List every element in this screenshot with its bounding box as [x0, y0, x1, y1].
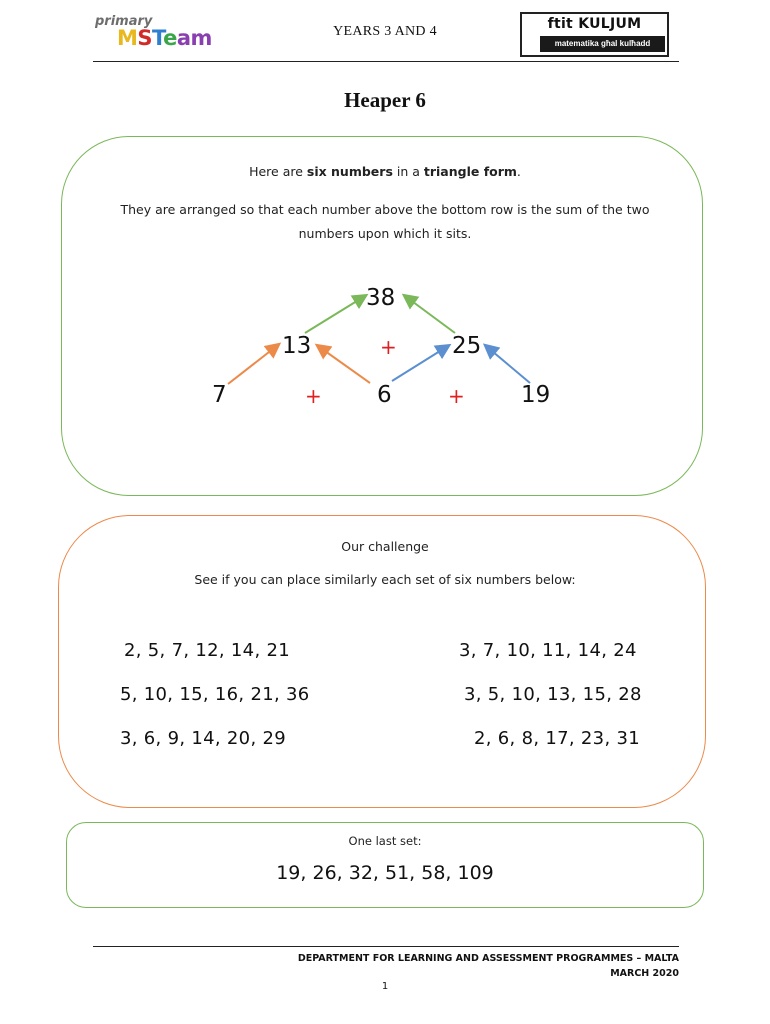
- arrow-7-to-13: [228, 345, 278, 384]
- arrow-19-to-25: [486, 346, 530, 383]
- page-number: 1: [381, 981, 389, 992]
- intro-line-1: Here are six numbers in a triangle form.: [249, 164, 521, 179]
- plus-sign-bottom-right: +: [448, 384, 465, 408]
- logo-right-title: ftit KULJUM: [547, 16, 642, 32]
- number-set: 3, 7, 10, 11, 14, 24: [459, 640, 637, 661]
- arrow-6-to-13: [318, 346, 370, 383]
- logo-primary-text: primary: [95, 14, 153, 29]
- plus-sign-middle: +: [380, 335, 397, 359]
- logo-mst-text: MSTeam: [117, 26, 212, 50]
- years-header: YEARS 3 AND 4: [333, 24, 437, 39]
- triangle-bottom-middle-number: 6: [377, 382, 392, 408]
- challenge-box: [58, 515, 706, 808]
- footer-department: DEPARTMENT FOR LEARNING AND ASSESSMENT PROGRAMMES – MALTA: [297, 953, 679, 964]
- arrow-13-to-38: [305, 296, 365, 333]
- logo-right-subtitle: matematika għal kulħadd: [540, 36, 665, 52]
- triangle-bottom-left-number: 7: [212, 382, 227, 408]
- number-set: 2, 5, 7, 12, 14, 21: [124, 640, 290, 661]
- footer-date: MARCH 2020: [610, 968, 679, 979]
- triangle-bottom-right-number: 19: [521, 382, 551, 408]
- number-set: 5, 10, 15, 16, 21, 36: [120, 684, 310, 705]
- number-set: 2, 6, 8, 17, 23, 31: [474, 728, 640, 749]
- arrow-25-to-38: [405, 296, 455, 333]
- last-set-label: One last set:: [348, 834, 422, 848]
- footer-divider: [93, 946, 679, 947]
- page-title: Heaper 6: [344, 88, 426, 112]
- triangle-middle-left-number: 13: [282, 333, 312, 359]
- arrow-6-to-25: [392, 346, 448, 381]
- number-set: 3, 6, 9, 14, 20, 29: [120, 728, 286, 749]
- challenge-heading: Our challenge: [341, 539, 429, 554]
- number-set: 3, 5, 10, 13, 15, 28: [464, 684, 642, 705]
- plus-sign-bottom-left: +: [305, 384, 322, 408]
- intro-line-2: They are arranged so that each number above the bottom row is the sum of the two numbers upon which it sits.: [120, 202, 650, 241]
- triangle-middle-right-number: 25: [452, 333, 482, 359]
- last-number-set: 19, 26, 32, 51, 58, 109: [276, 862, 494, 884]
- challenge-instruction: See if you can place similarly each set of six numbers below:: [194, 572, 576, 587]
- triangle-top-number: 38: [366, 285, 396, 311]
